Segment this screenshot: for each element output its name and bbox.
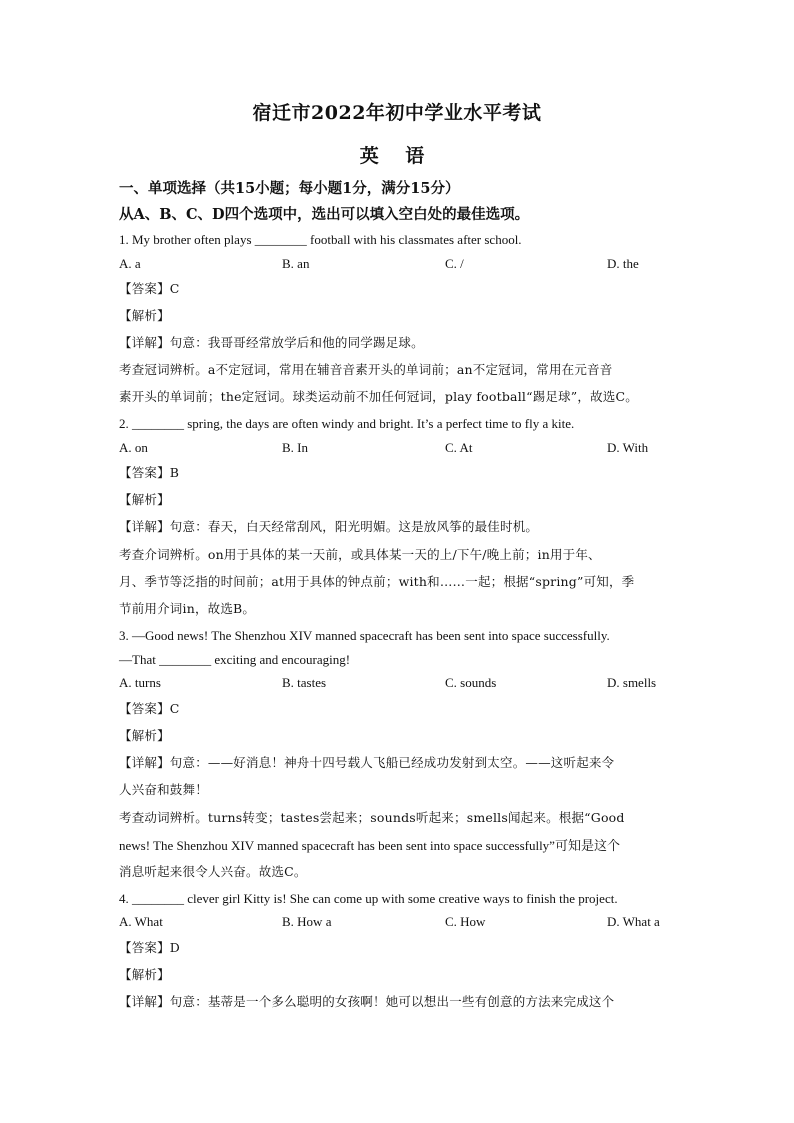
q2-explanation-1: 考查介词辨析。on用于具体的某一天前，或具体某一天的上/下午/晚上前；in用于年、 — [119, 547, 601, 562]
q4-analysis-label: 【解析】 — [119, 967, 170, 982]
q1-answer: 【答案】C — [119, 281, 180, 296]
q4-option-b: B. How a — [282, 914, 332, 929]
q1-option-a: A. a — [119, 256, 141, 271]
q2-option-c: C. At — [445, 440, 473, 455]
question-1-stem: 1. My brother often plays ________ football with his classmates after school. — [119, 232, 522, 247]
q2-answer: 【答案】B — [119, 465, 180, 480]
question-3-stem-2: —That ________ exciting and encouraging! — [119, 652, 351, 667]
q4-option-a: A. What — [119, 914, 163, 929]
q3-explanation-1: 考查动词辨析。turns转变；tastes尝起来；sounds听起来；smells闻起来。根据“Good — [119, 810, 625, 825]
q3-option-c: C. sounds — [445, 675, 497, 690]
q1-detail: 【详解】句意：我哥哥经常放学后和他的同学踢足球。 — [119, 335, 424, 350]
q2-explanation-2: 月、季节等泛指的时间前；at用于具体的钟点前；with和……一起；根据“spring”可知，季 — [119, 574, 635, 589]
q3-explanation-2: news! The Shenzhou XIV manned spacecraft has been sent into space successfully”可知是这个 — [119, 838, 620, 853]
q4-answer: 【答案】D — [119, 940, 181, 955]
q3-detail-2: 人兴奋和鼓舞！ — [119, 782, 208, 797]
instruction: 从A、B、C、D四个选项中，选出可以填入空白处的最佳选项。 — [119, 206, 530, 223]
q4-detail: 【详解】句意：基蒂是一个多么聪明的女孩啊！她可以想出一些有创意的方法来完成这个 — [119, 994, 615, 1009]
q4-option-c: C. How — [445, 914, 486, 929]
subject-title: 英 语 — [359, 145, 435, 167]
q3-detail-1: 【详解】句意：——好消息！神舟十四号载人飞船已经成功发射到太空。——这听起来令 — [119, 755, 615, 770]
q1-explanation-2: 素开头的单词前；the定冠词。球类运动前不加任何冠词，play football“踢足球”，故选C。 — [119, 389, 638, 404]
section-heading: 一、单项选择（共15小题；每小题1分，满分15分） — [119, 180, 460, 197]
q3-option-d: D. smells — [607, 675, 657, 690]
q3-option-a: A. turns — [119, 675, 161, 690]
q4-option-d: D. What a — [607, 914, 660, 929]
q1-analysis-label: 【解析】 — [119, 308, 170, 323]
q3-explanation-3: 消息听起来很令人兴奋。故选C。 — [119, 864, 307, 879]
q1-option-d: D. the — [607, 256, 639, 271]
question-3-stem-1: 3. —Good news! The Shenzhou XIV manned spacecraft has been sent into space successfully. — [119, 628, 610, 643]
q2-option-b: B. In — [282, 440, 308, 455]
q1-explanation-1: 考查冠词辨析。a不定冠词，常用在辅音音素开头的单词前；an不定冠词，常用在元音音 — [119, 362, 613, 377]
q2-analysis-label: 【解析】 — [119, 492, 170, 507]
q3-answer: 【答案】C — [119, 701, 180, 716]
q3-analysis-label: 【解析】 — [119, 728, 170, 743]
exam-title: 宿迁市2022年初中学业水平考试 — [252, 102, 542, 124]
q2-option-d: D. With — [607, 440, 649, 455]
q1-option-c: C. / — [445, 256, 464, 271]
q2-option-a: A. on — [119, 440, 148, 455]
q3-option-b: B. tastes — [282, 675, 327, 690]
q2-detail: 【详解】句意：春天，白天经常刮风，阳光明媚。这是放风筝的最佳时机。 — [119, 519, 539, 534]
q2-explanation-3: 节前用介词in，故选B。 — [119, 601, 256, 616]
question-2-stem: 2. ________ spring, the days are often windy and bright. It’s a perfect time to fly a kite. — [119, 416, 575, 431]
question-4-stem: 4. ________ clever girl Kitty is! She can come up with some creative ways to finish the project. — [119, 891, 618, 906]
q1-option-b: B. an — [282, 256, 310, 271]
